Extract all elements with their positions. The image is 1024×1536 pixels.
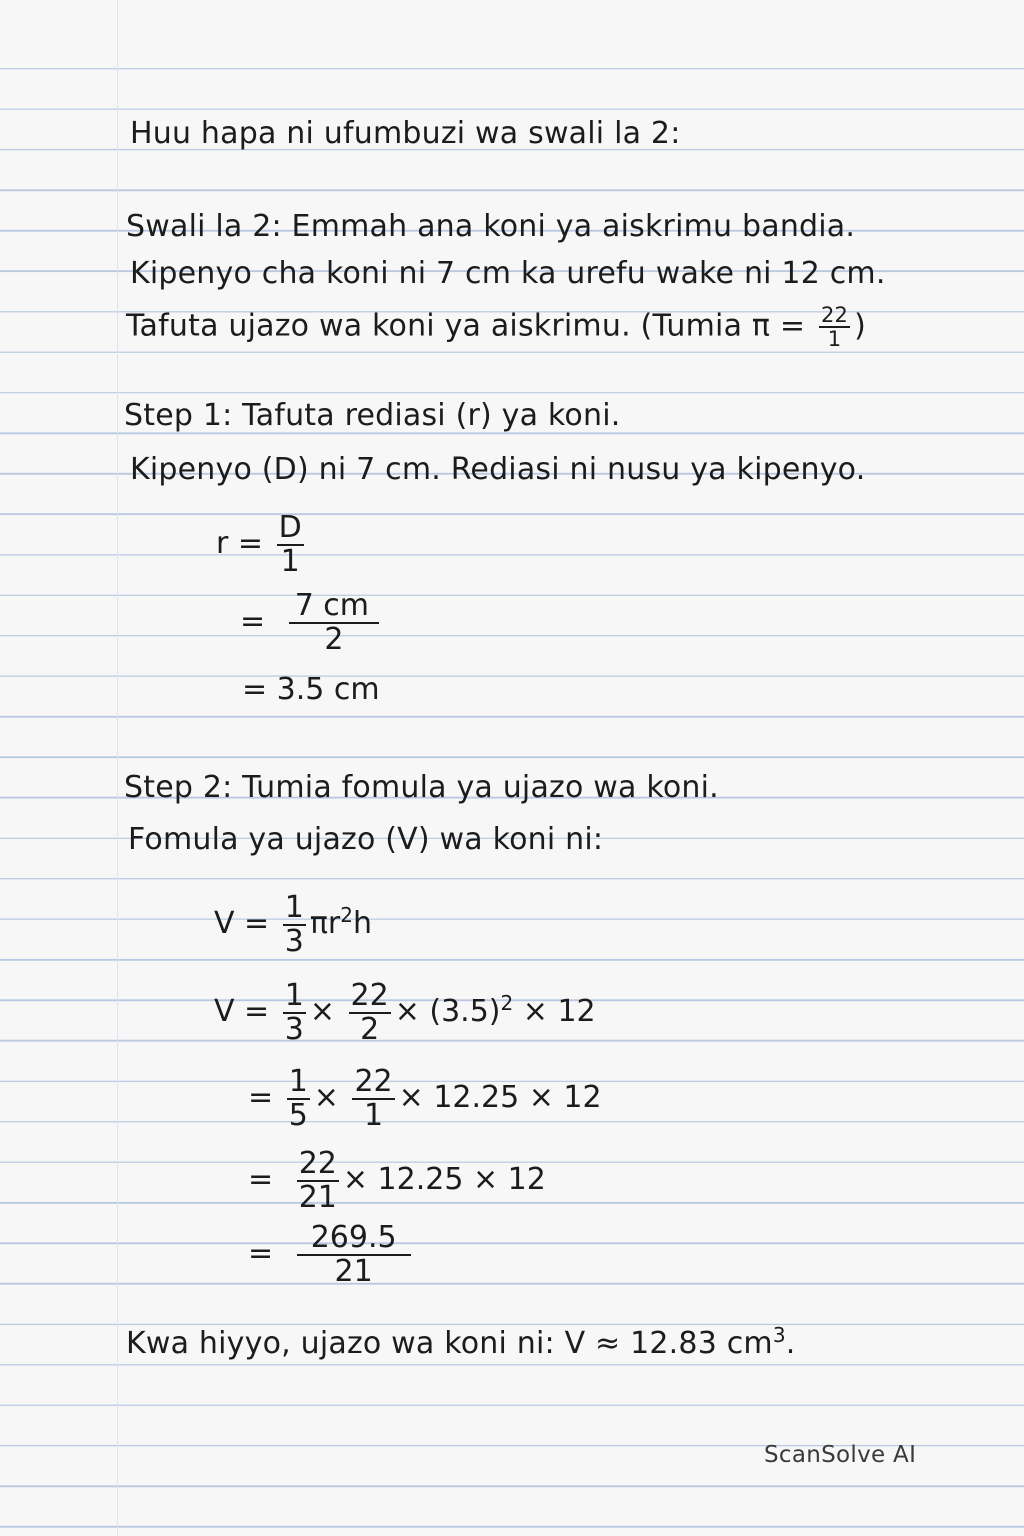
volume-step-3 [248,1148,546,1213]
question-line-1: Swali la 2: Emmah ana koni ya aiskrimu bandia. [126,209,856,244]
radius-fraction-1 [277,512,304,577]
l3-rest: × 12.25 × 12 [342,1162,546,1197]
l2-rest: × 12.25 × 12 [398,1080,602,1115]
volume-step-4 [248,1222,415,1287]
question-line-3 [126,304,866,350]
l2-fraction-2 [352,1066,394,1131]
conclusion-end: . [785,1326,796,1361]
formula-fraction [283,892,306,957]
formula-denominator: 3 [284,923,304,959]
formula-exponent: 2 [340,903,353,927]
radius-equation-2 [240,590,383,655]
sub-fraction-1 [283,980,306,1045]
sub-fraction-2-den: 2 [360,1011,380,1047]
radius-eq-sign-2: = [240,604,266,639]
l2-fraction-2-den: 1 [364,1097,384,1133]
radius-fraction-2 [289,590,379,655]
l3-fraction [297,1148,339,1213]
sub-exponent: 2 [500,991,514,1015]
formula-h: h [352,906,372,941]
sub-fraction-1-num: 1 [284,978,304,1013]
page-margin-line [117,0,118,1536]
step1-text: Kipenyo (D) ni 7 cm. Rediasi ni nusu ya kipenyo. [130,452,866,487]
formula-numerator: 1 [284,890,304,925]
volume-step-2 [248,1066,602,1131]
step2-text: Fomula ya ujazo (V) wa koni ni: [128,822,604,857]
l2-fraction-1-den: 5 [288,1097,308,1133]
l3-numerator: 22 [298,1146,337,1181]
sub-fraction-1-den: 3 [284,1011,304,1047]
brand-watermark: ScanSolve AI [764,1442,917,1468]
radius-equation-1 [216,512,308,577]
l2-fraction-1 [287,1066,310,1131]
l2-fraction-1-num: 1 [288,1064,308,1099]
sub-lhs: V = [214,994,270,1029]
sub-fraction-2 [349,980,391,1045]
l2-fraction-2-num: 22 [354,1064,393,1099]
l3-eq: = [248,1162,274,1197]
l2-times-1: × [313,1080,339,1115]
intro-line: Huu hapa ni ufumbuzi wa swali la 2: [130,116,681,151]
conclusion-text: Kwa hiyyo, ujazo wa koni ni: V ≈ 12.83 cm [126,1326,773,1361]
radius-numerator-2: 7 cm [289,590,379,624]
question-line-3-end: ) [854,308,867,344]
sub-times-1: × [309,994,335,1029]
pi-denominator: 1 [827,327,842,352]
conclusion-exponent: 3 [772,1323,786,1347]
step2-heading: Step 2: Tumia fomula ya ujazo wa koni. [124,770,719,805]
radius-result: = 3.5 cm [242,672,380,707]
l4-fraction [297,1222,411,1287]
conclusion-line [126,1323,796,1362]
l4-numerator: 269.5 [297,1222,411,1256]
formula-pi-r: πr [309,906,341,941]
question-line-2: Kipenyo cha koni ni 7 cm ka urefu wake ni 12 cm. [130,256,886,291]
sub-rest-a: × (3.5) [394,994,501,1029]
step1-heading: Step 1: Tafuta rediasi (r) ya koni. [124,398,621,433]
pi-numerator: 22 [821,303,849,327]
radius-denominator-1: 1 [280,543,300,579]
formula-lhs: V = [214,906,270,941]
volume-substitution [214,980,596,1045]
volume-formula [214,892,372,957]
radius-lhs: r = [216,526,264,561]
l4-eq: = [248,1236,274,1271]
question-line-3-text: Tafuta ujazo wa koni ya aiskrimu. (Tumia π = [126,308,806,344]
l3-denominator: 21 [298,1179,337,1215]
pi-fraction [819,304,850,350]
sub-fraction-2-num: 22 [350,978,389,1013]
radius-denominator-2: 2 [324,621,344,657]
l4-denominator: 21 [334,1253,373,1289]
radius-numerator-1: D [278,510,302,545]
sub-rest-b: × 12 [513,994,596,1029]
l2-eq: = [248,1080,274,1115]
